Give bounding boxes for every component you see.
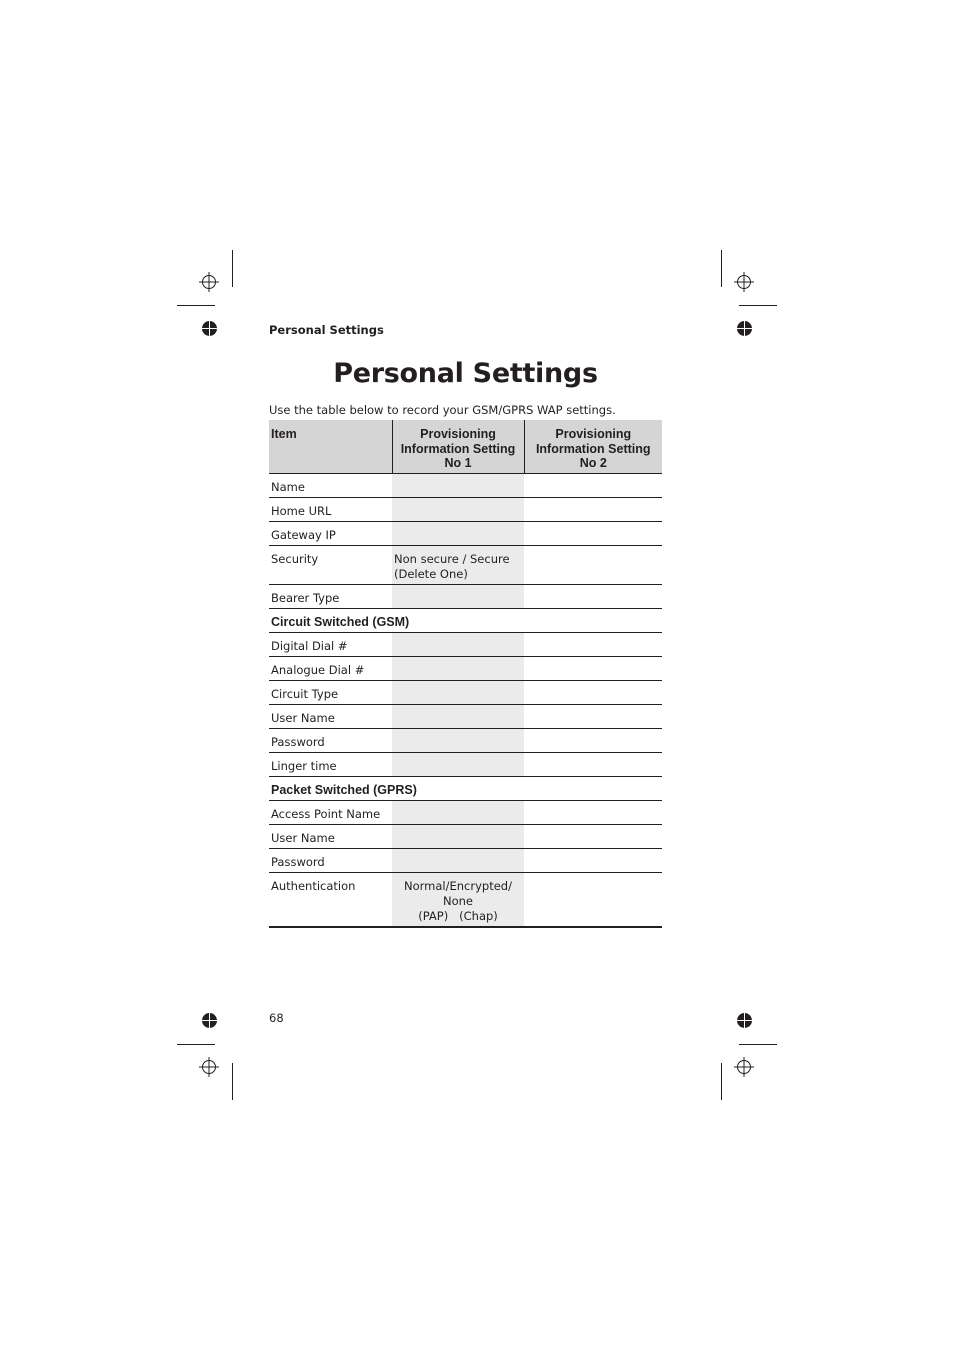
row-label: Password bbox=[269, 729, 392, 753]
header-setting-1-line: No 1 bbox=[444, 456, 472, 470]
setting-1-cell[interactable] bbox=[392, 729, 524, 753]
table-row bbox=[269, 474, 662, 498]
page-title: Personal Settings bbox=[333, 358, 598, 389]
setting-2-cell[interactable] bbox=[524, 474, 662, 498]
security-option-text: Non secure / Secure bbox=[394, 552, 510, 566]
row-label: User Name bbox=[269, 825, 392, 849]
header-setting-1-line: Provisioning bbox=[420, 427, 496, 441]
setting-1-cell[interactable] bbox=[392, 801, 524, 825]
row-label: Analogue Dial # bbox=[269, 657, 392, 681]
table-row bbox=[269, 633, 662, 657]
header-setting-2-line: Provisioning bbox=[555, 427, 632, 441]
setting-1-cell[interactable] bbox=[392, 633, 524, 657]
setting-2-cell[interactable] bbox=[524, 849, 662, 873]
registration-dot-icon bbox=[737, 321, 752, 336]
table-row bbox=[269, 681, 662, 705]
registration-dot-icon bbox=[202, 321, 217, 336]
setting-2-cell[interactable] bbox=[524, 498, 662, 522]
running-head: Personal Settings bbox=[269, 323, 384, 337]
registration-target-icon bbox=[734, 272, 754, 292]
setting-2-cell[interactable] bbox=[524, 681, 662, 705]
setting-1-cell[interactable] bbox=[392, 681, 524, 705]
setting-2-cell[interactable] bbox=[524, 753, 662, 777]
row-label: Security bbox=[269, 546, 392, 585]
setting-1-cell[interactable] bbox=[392, 522, 524, 546]
crop-mark bbox=[739, 1044, 777, 1045]
crop-mark bbox=[721, 1063, 722, 1100]
authentication-option-text: (PAP) (Chap) bbox=[418, 909, 498, 923]
crop-mark bbox=[721, 250, 722, 287]
page-number: 68 bbox=[269, 1011, 284, 1025]
table-row bbox=[269, 753, 662, 777]
setting-2-cell[interactable] bbox=[524, 705, 662, 729]
row-label: Gateway IP bbox=[269, 522, 392, 546]
crop-mark bbox=[177, 305, 215, 306]
header-setting-2 bbox=[524, 420, 662, 474]
row-label: Access Point Name bbox=[269, 801, 392, 825]
authentication-option-text: None bbox=[442, 894, 473, 908]
setting-1-cell[interactable] bbox=[392, 585, 524, 609]
setting-1-cell[interactable] bbox=[392, 825, 524, 849]
setting-1-cell[interactable] bbox=[392, 474, 524, 498]
crop-mark bbox=[739, 305, 777, 306]
header-item: Item bbox=[269, 420, 392, 474]
registration-target-icon bbox=[734, 1057, 754, 1077]
table-row bbox=[269, 657, 662, 681]
section-row bbox=[269, 609, 662, 633]
row-label: Password bbox=[269, 849, 392, 873]
section-heading-gprs: Packet Switched (GPRS) bbox=[269, 777, 662, 801]
table-row bbox=[269, 729, 662, 753]
table-row bbox=[269, 801, 662, 825]
setting-2-cell[interactable] bbox=[524, 729, 662, 753]
header-setting-1 bbox=[392, 420, 524, 474]
setting-2-cell[interactable] bbox=[524, 585, 662, 609]
setting-2-cell[interactable] bbox=[524, 801, 662, 825]
setting-1-cell[interactable] bbox=[392, 873, 524, 928]
registration-target-icon bbox=[199, 1057, 219, 1077]
row-label: Circuit Type bbox=[269, 681, 392, 705]
row-label: Home URL bbox=[269, 498, 392, 522]
setting-2-cell[interactable] bbox=[524, 633, 662, 657]
setting-2-cell[interactable] bbox=[524, 873, 662, 928]
security-option-note: (Delete One) bbox=[394, 567, 468, 581]
setting-1-cell[interactable] bbox=[392, 753, 524, 777]
table-row bbox=[269, 585, 662, 609]
crop-mark bbox=[177, 1044, 215, 1045]
registration-target-icon bbox=[199, 272, 219, 292]
registration-dot-icon bbox=[737, 1013, 752, 1028]
row-label: Digital Dial # bbox=[269, 633, 392, 657]
intro-text: Use the table below to record your GSM/GPRS WAP settings. bbox=[269, 403, 616, 417]
authentication-option-text: Normal/Encrypted/ bbox=[404, 879, 512, 893]
row-label: Name bbox=[269, 474, 392, 498]
header-setting-2-line: Information Setting bbox=[535, 441, 651, 456]
header-setting-2-line: No 2 bbox=[579, 456, 607, 470]
crop-mark bbox=[232, 250, 233, 287]
setting-1-cell[interactable] bbox=[392, 705, 524, 729]
table-row bbox=[269, 522, 662, 546]
row-label: Authentication bbox=[269, 873, 392, 928]
setting-1-cell[interactable] bbox=[392, 657, 524, 681]
setting-2-cell[interactable] bbox=[524, 657, 662, 681]
section-row bbox=[269, 777, 662, 801]
table-row bbox=[269, 705, 662, 729]
wap-settings-table bbox=[269, 420, 662, 928]
setting-1-cell[interactable] bbox=[392, 849, 524, 873]
setting-2-cell[interactable] bbox=[524, 522, 662, 546]
setting-2-cell[interactable] bbox=[524, 546, 662, 585]
row-label: Linger time bbox=[269, 753, 392, 777]
header-setting-1-line: Information Setting bbox=[400, 441, 516, 456]
setting-1-cell[interactable] bbox=[392, 498, 524, 522]
table-row bbox=[269, 825, 662, 849]
table-row bbox=[269, 849, 662, 873]
row-label: Bearer Type bbox=[269, 585, 392, 609]
table-row bbox=[269, 498, 662, 522]
setting-1-cell[interactable] bbox=[392, 546, 524, 585]
registration-dot-icon bbox=[202, 1013, 217, 1028]
table-row bbox=[269, 873, 662, 928]
table-header-row bbox=[269, 420, 662, 474]
table-row bbox=[269, 546, 662, 585]
section-heading-gsm: Circuit Switched (GSM) bbox=[269, 609, 662, 633]
row-label: User Name bbox=[269, 705, 392, 729]
setting-2-cell[interactable] bbox=[524, 825, 662, 849]
crop-mark bbox=[232, 1063, 233, 1100]
